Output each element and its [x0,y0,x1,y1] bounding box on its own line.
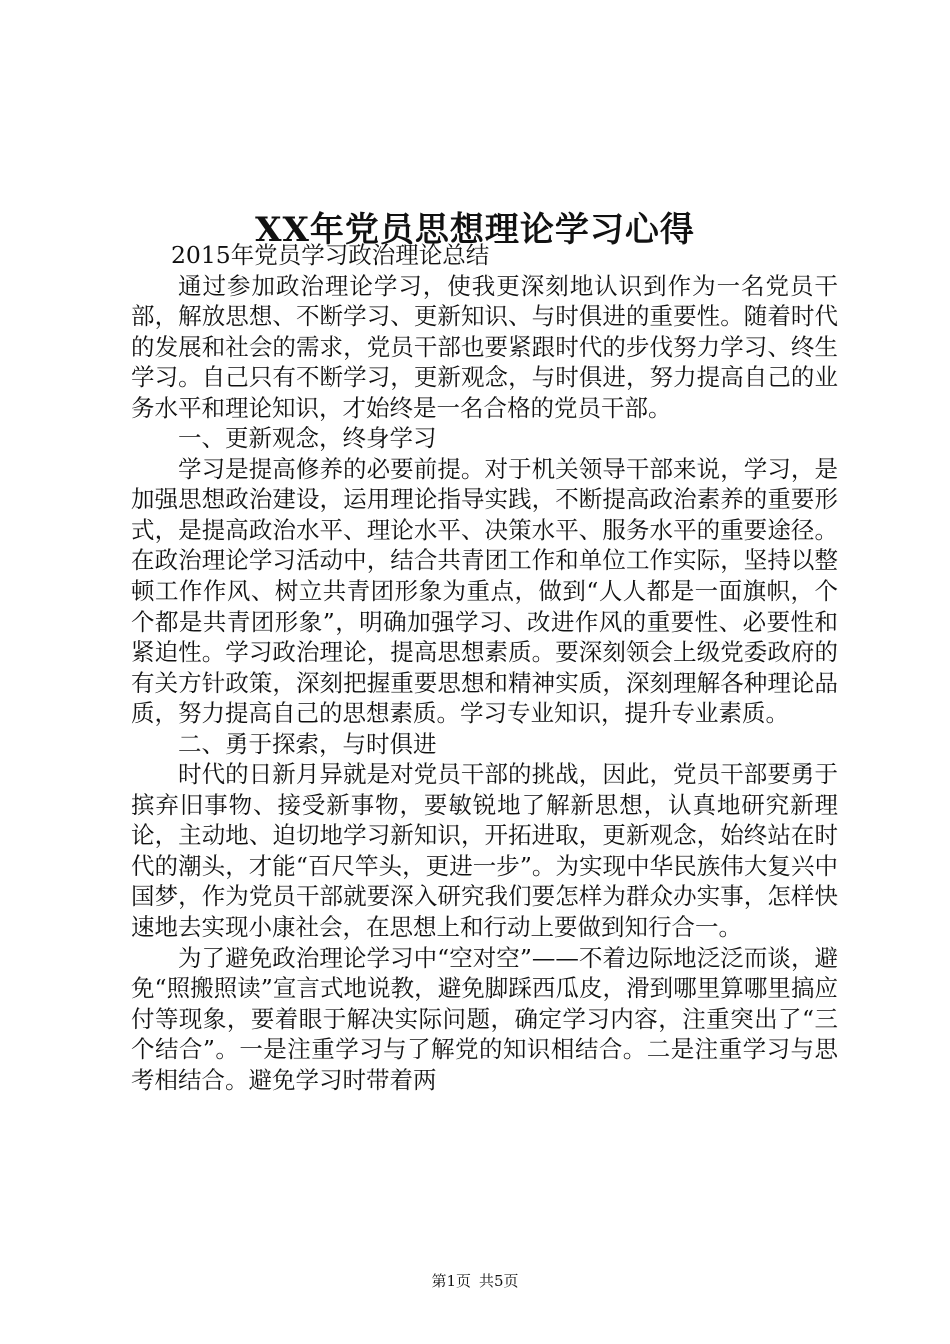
section-heading-2: 二、勇于探索，与时俱进 [178,729,437,758]
page-footer [0,1271,950,1291]
page-number-current: 第1页 [431,1272,471,1290]
page-number-total: 共5页 [479,1272,519,1290]
paragraph-section-1: 学习是提高修养的必要前提。对于机关领导干部来说，学习，是加强思想政治建设，运用理论指导实践，不断提高政治素养的重要形式，是提高政治水平、理论水平、决策水平、服务水平的重要途径。在政治理论学习活动中，结合共青团工作和单位工作实际，坚持以整顿工作作风、树立共青团形象为重点，做到“人人都是一面旗帜，个个都是共青团形象”，明确加强学习、改进作风的重要性、必要性和紧迫性。学习政治理论，提高思想素质。要深刻领会上级党委政府的有关方针政策，深刻把握重要思想和精神实质，深刻理解各种理论品质，努力提高自己的思想素质。学习专业知识，提升专业素质。 [131,454,838,728]
section-heading-1: 一、更新观念，终身学习 [178,424,437,453]
document-subtitle: 2015年党员学习政治理论总结 [170,241,490,269]
document-title: XX年党员思想理论学习心得 [255,209,695,250]
paragraph-intro: 通过参加政治理论学习，使我更深刻地认识到作为一名党员干部，解放思想、不断学习、更新知识、与时俱进的重要性。随着时代的发展和社会的需求，党员干部也要紧跟时代的步伐努力学习、终生学习。自己只有不断学习，更新观念，与时俱进，努力提高自己的业务水平和理论知识，才始终是一名合格的党员干部。 [131,271,838,422]
document-body [131,240,838,1095]
paragraph-section-2: 时代的日新月异就是对党员干部的挑战，因此，党员干部要勇于摈弃旧事物、接受新事物，要敏锐地了解新思想，认真地研究新理论，主动地、迫切地学习新知识，开拓进取，更新观念，始终站在时代的潮头，才能“百尺竿头，更进一步”。为实现中华民族伟大复兴中国梦，作为党员干部就要深入研究我们要怎样为群众办实事，怎样快速地去实现小康社会，在思想上和行动上要做到知行合一。 [131,760,838,942]
paragraph-section-2-cont: 为了避免政治理论学习中“空对空”——不着边际地泛泛而谈，避免“照搬照读”宣言式地说教，避免脚踩西瓜皮，滑到哪里算哪里搞应付等现象，要着眼于解决实际问题，确定学习内容，注重突出了“三个结合”。一是注重学习与了解党的知识相结合。二是注重学习与思考相结合。避免学习时带着两 [131,943,838,1094]
